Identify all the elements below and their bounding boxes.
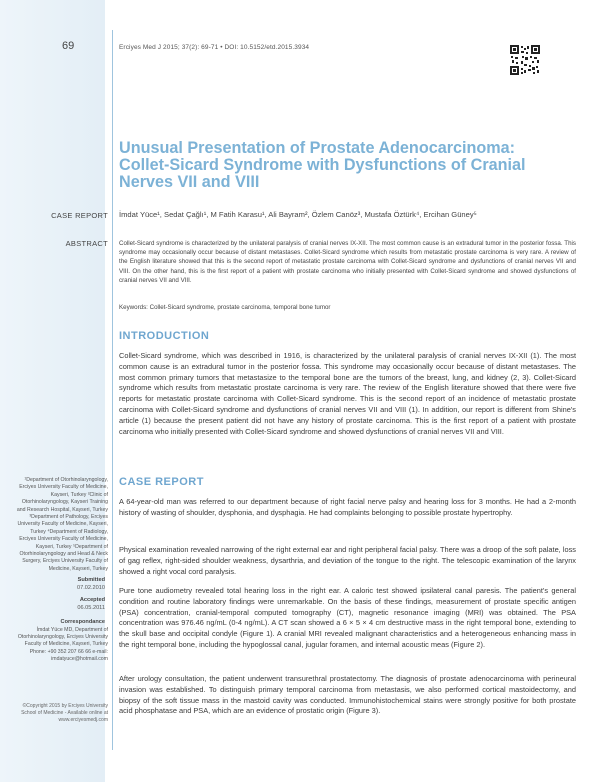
page-number: 69 bbox=[62, 40, 75, 52]
abstract-label: ABSTRACT bbox=[65, 239, 108, 248]
keywords: Keywords: Collet-Sicard syndrome, prostate carcinoma, temporal bone tumor bbox=[119, 304, 331, 311]
journal-citation: Erciyes Med J 2015; 37(2): 69-71 • DOI: 10.5152/etd.2015.3934 bbox=[119, 44, 310, 51]
correspondence-details: İmdat Yüce MD, Department of Otorhinolaryngology, Erciyes University Faculty of Medicine, Kayseri, Turkey Phone: +90 352 207 66 66 e-mail: imdatyuce@hotmail.com bbox=[17, 627, 108, 662]
left-sidebar-background bbox=[0, 0, 105, 782]
correspondence-label: Correspondance bbox=[60, 619, 105, 625]
case-report-heading: CASE REPORT bbox=[119, 476, 204, 488]
article-type-label: CASE REPORT bbox=[51, 211, 108, 220]
qr-code-icon bbox=[510, 45, 540, 75]
author-affiliations: ¹Department of Otorhinolaryngology, Erciyes University Faculty of Medicine, Kayseri, Turkey ²Clinic of Otorhinolaryngology, Kayseri Training and Research Hospital, Kayseri, Turkey ³Department of Pathology, Erciyes University Faculty of Medicine, Kayseri, Turkey ⁴Department of Radiology, Erciyes University Faculty of Medicine, Kayseri, Turkey ⁵Department of Otorhinolaryngology and Head & Neck Surgery, Erciyes University Faculty of Medicine, Kayseri, Turkey bbox=[16, 477, 108, 572]
introduction-heading: INTRODUCTION bbox=[119, 330, 210, 342]
introduction-paragraph: Collet-Sicard syndrome, which was described in 1916, is characterized by the unilateral paralysis of cranial nerves IX-XII (1). The most common cause is an extradural tumor in the posterior fossa. This syndrome may occasionally occur because of distant metastases. The most common primary tumors that metastasize to the temporal bone are the tumors of the breast, lung, and kidney (2, 3). Collet-Sicard syndrome which results from metastatic prostate carcinoma is very rare. The review of the English literature showed that there were five reports for metastatic prostate carcinoma with Collet-Sicard syndrome. This is the second report of an incidence of metastatic prostate carcinoma with Collet-Sicard syndrome and dysfunctions of cranial nerves VII and VIII (1). In addition, our report is different from Shine's article (1) because the present patient did not have any history of prostate carcinoma. This is the first report of a patient with prostate carcinoma who initially presented with Collet-Sicard syndrome and showed dysfunctions of cranial nerves VII and VIII. bbox=[119, 351, 576, 436]
abstract-text: Collet-Sicard syndrome is characterized by the unilateral paralysis of cranial nerves IX-XII. The most common cause is an extradural tumor in the posterior fossa. This syndrome may occasionally occur because of distant metastases. Collet-Sicard syndrome which results from metastatic prostate carcinoma is very rare. A review of the English literature showed that this is the second report of metastatic prostate carcinoma with Collet-Sicard syndrome and dysfunctions of cranial nerves VII and VIII. On the other hand, this is the first report of a patient with prostate carcinoma who initially presented with Collet-Sicard syndrome and showed dysfunctions of cranial nerves VII and VIII. bbox=[119, 240, 576, 284]
column-divider-line bbox=[112, 30, 113, 750]
author-list: İmdat Yüce¹, Sedat Çağlı¹, M Fatih Karasu¹, Ali Bayram², Özlem Canöz³, Mustafa Öztürk⁴, Ercihan Güney⁵ bbox=[119, 210, 477, 219]
copyright-notice: ©Copyright 2015 by Erciyes University School of Medicine - Available online at www.erciyesmedj.com bbox=[21, 703, 108, 723]
case-paragraph-4: After urology consultation, the patient underwent transurethral prostatectomy. The diagnosis of prostate adenocarcinoma with perineural invasion was established. To distinguish primary temporal carcinoma from metastasis, we also performed cortical mastoidectomy, and biopsy of the soft tissue mass in the mastoid cavity was conducted. Immunohistochemical stains were strongly positive for both prostate acid phosphatase and PSA, which are an evidence of prostatic origin (Figure 3). bbox=[119, 674, 576, 716]
submitted-date: 07.02.2010 bbox=[77, 585, 105, 591]
case-paragraph-1: A 64-year-old man was referred to our department because of right facial nerve palsy and hearing loss for 3 months. He had a 2-month history of wasting of shoulder, dysphonia, and dysphagia. He had complaints belonging to possible prostate hypertrophy. bbox=[119, 497, 576, 517]
article-title: Unusual Presentation of Prostate Adenocarcinoma: Collet-Sicard Syndrome with Dysfunctions of Cranial Nerves VII and VIII bbox=[119, 139, 526, 191]
submitted-label: Submitted bbox=[77, 577, 105, 583]
case-paragraph-3: Pure tone audiometry revealed total hearing loss in the right ear. A caloric test showed ipsilateral canal paresis. The patient's general condition and routine laboratory findings were unremarkable. On the basis of these findings, measurement of prostate specific antigen (PSA) concentration, cranial-temporal computed tomography (CT), magnetic resonance imaging (MRI) was obtained. The PSA concentration was 976.46 ng/mL (0-4 ng/mL). A CT scan showed a 6 × 5 × 4 cm destructive mass in the right temporal bone, extending to the skull base and occipital condyle (Figure 1). A cranial MRI revealed malignant characteristics and a heterogeneous enhancing mass in the right temporal bone, including the hypoglossal canal, jugular foramen, and internal acoustic meas (Figure 2). bbox=[119, 586, 576, 649]
accepted-label: Accepted bbox=[79, 597, 105, 603]
accepted-date: 06.05.2011 bbox=[77, 605, 105, 611]
case-paragraph-2: Physical examination revealed narrowing of the right external ear and right peripheral facial palsy. There was a droop of the soft palate, loss of gag reflex, right-sided shoulder weakness, dysarthria, and deviation of the tongue to the right. The telescopic examination of the larynx showed a right vocal cord paralysis. bbox=[119, 545, 576, 576]
